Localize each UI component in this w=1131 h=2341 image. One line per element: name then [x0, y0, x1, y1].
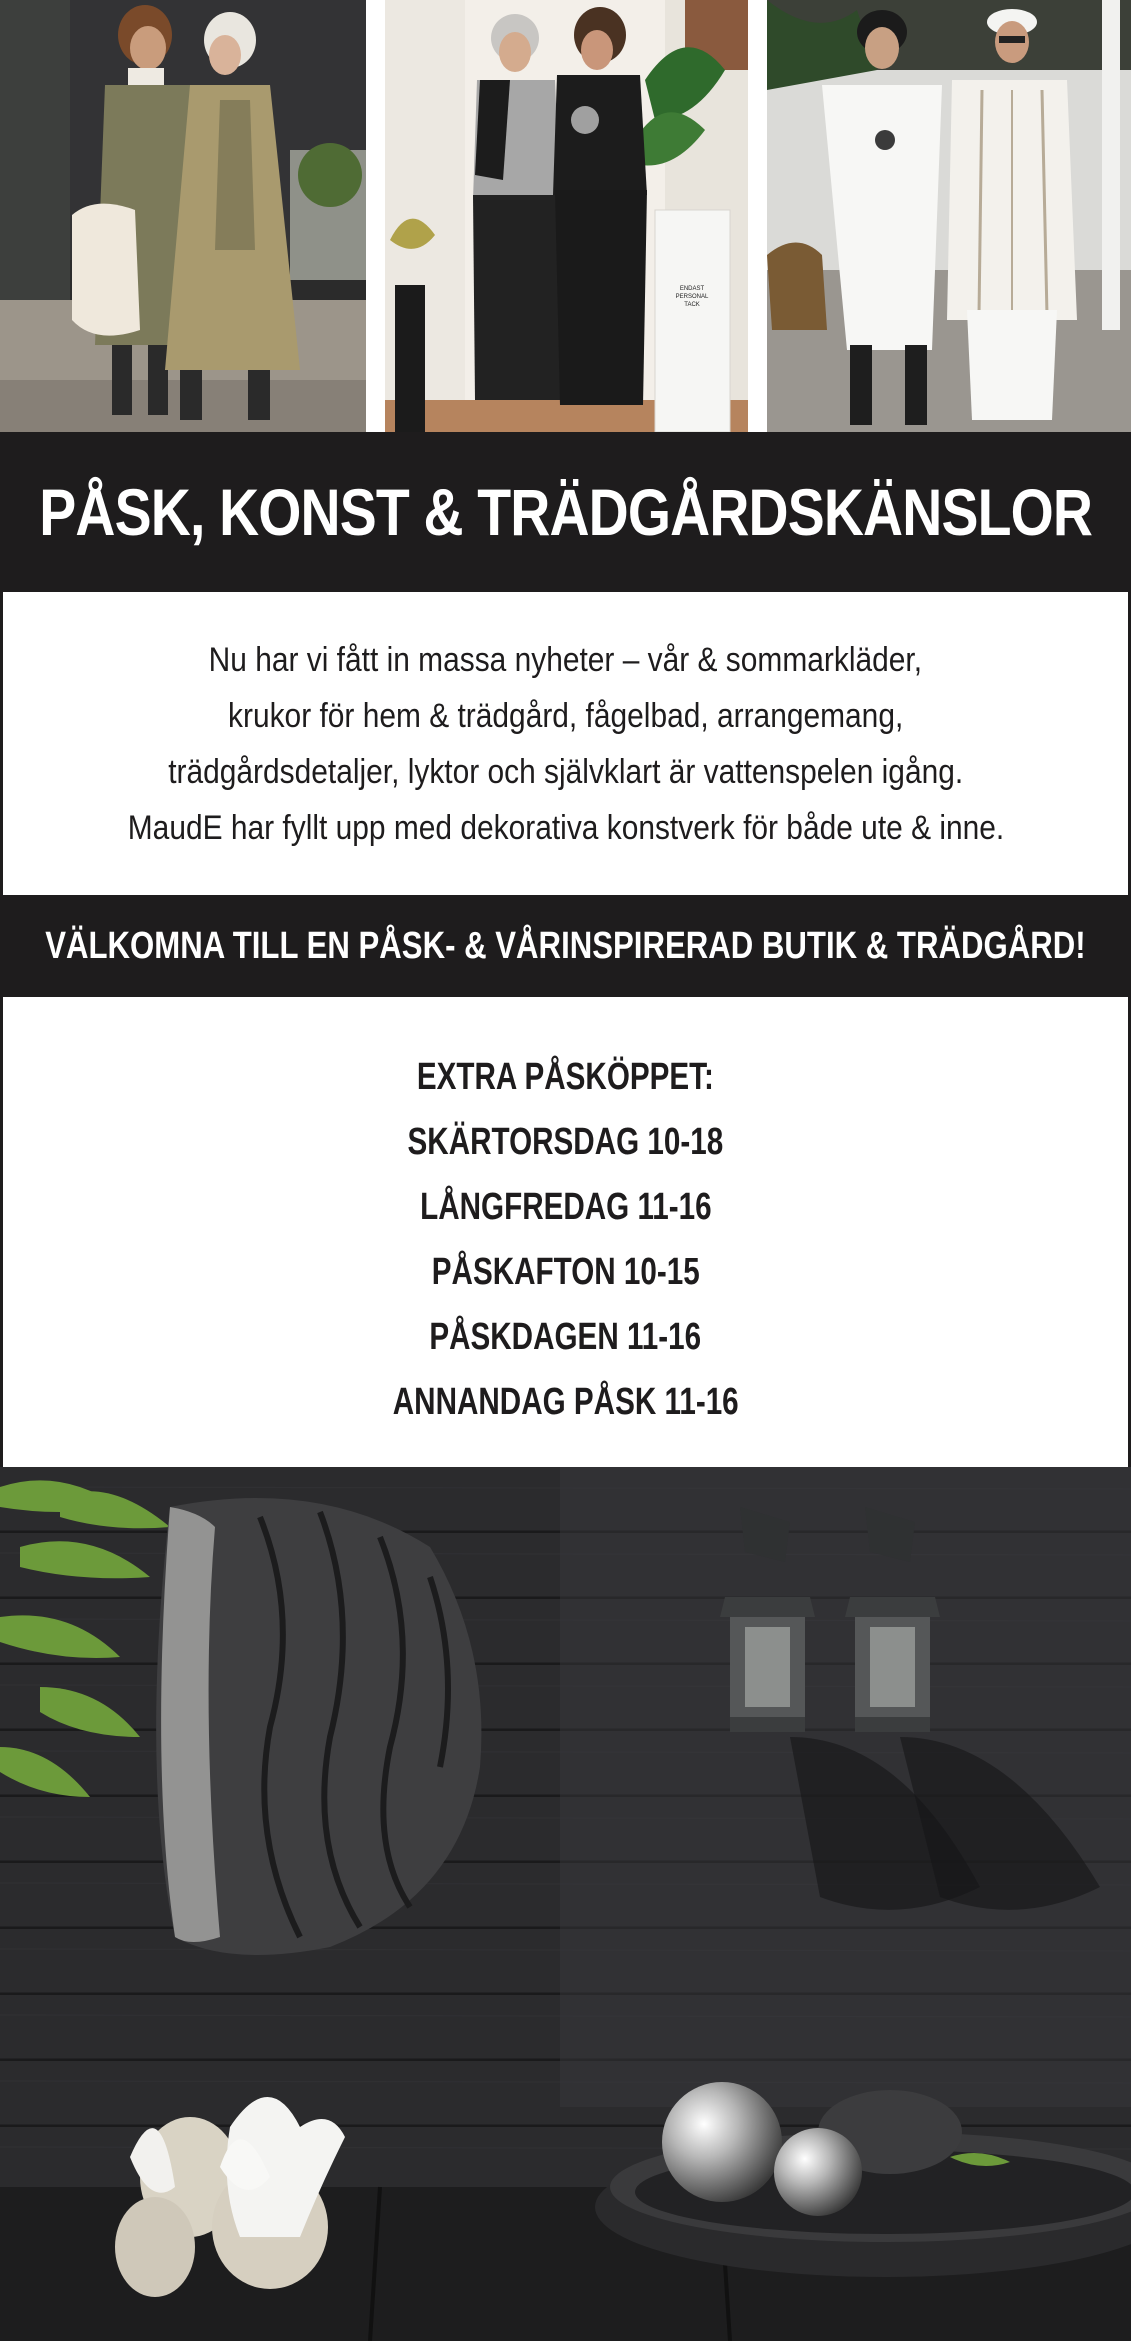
- intro-text-line: krukor för hem & trädgård, fågelbad, arrangemang,: [227, 696, 904, 735]
- intro-section: [0, 592, 1131, 895]
- opening-hours-item: LÅNGFREDAG 11-16: [419, 1186, 712, 1228]
- intro-text-line: MaudE har fyllt upp med dekorativa konstverk för både ute & inne.: [127, 808, 1004, 847]
- sign-text-line: TACK: [684, 302, 700, 308]
- opening-hours-item: PÅSKDAGEN 11-16: [429, 1316, 702, 1358]
- opening-hours-item: ANNANDAG PÅSK 11-16: [392, 1381, 739, 1423]
- sign-text-line: ENDAST: [679, 286, 705, 292]
- welcome-banner: [0, 895, 1131, 997]
- opening-hours-heading: EXTRA PÅSKÖPPET:: [416, 1056, 714, 1098]
- photo-strip: [0, 0, 1131, 432]
- photo-art-lanterns-wall: [0, 1467, 1131, 2341]
- welcome-text: VÄLKOMNA TILL EN PÅSK- & VÅRINSPIRERAD BUTIK & TRÄDGÅRD!: [45, 924, 1086, 967]
- photo-two-women-shop: [385, 0, 748, 432]
- sign-text-line: PERSONAL: [675, 294, 709, 300]
- opening-hours-section: [0, 997, 1131, 1467]
- intro-text-line: Nu har vi fått in massa nyheter – vår & sommarkläder,: [208, 640, 923, 679]
- opening-hours-item: SKÄRTORSDAG 10-18: [407, 1121, 724, 1163]
- title-banner: [0, 432, 1131, 592]
- photo-two-women-walking: [767, 0, 1131, 432]
- photo-two-women-garden: [0, 0, 366, 432]
- opening-hours-item: PÅSKAFTON 10-15: [431, 1251, 700, 1293]
- page-title: PÅSK, KONST & TRÄDGÅRDSKÄNSLOR: [39, 475, 1092, 549]
- intro-text-line: trädgårdsdetaljer, lyktor och självklart är vattenspelen igång.: [168, 752, 963, 791]
